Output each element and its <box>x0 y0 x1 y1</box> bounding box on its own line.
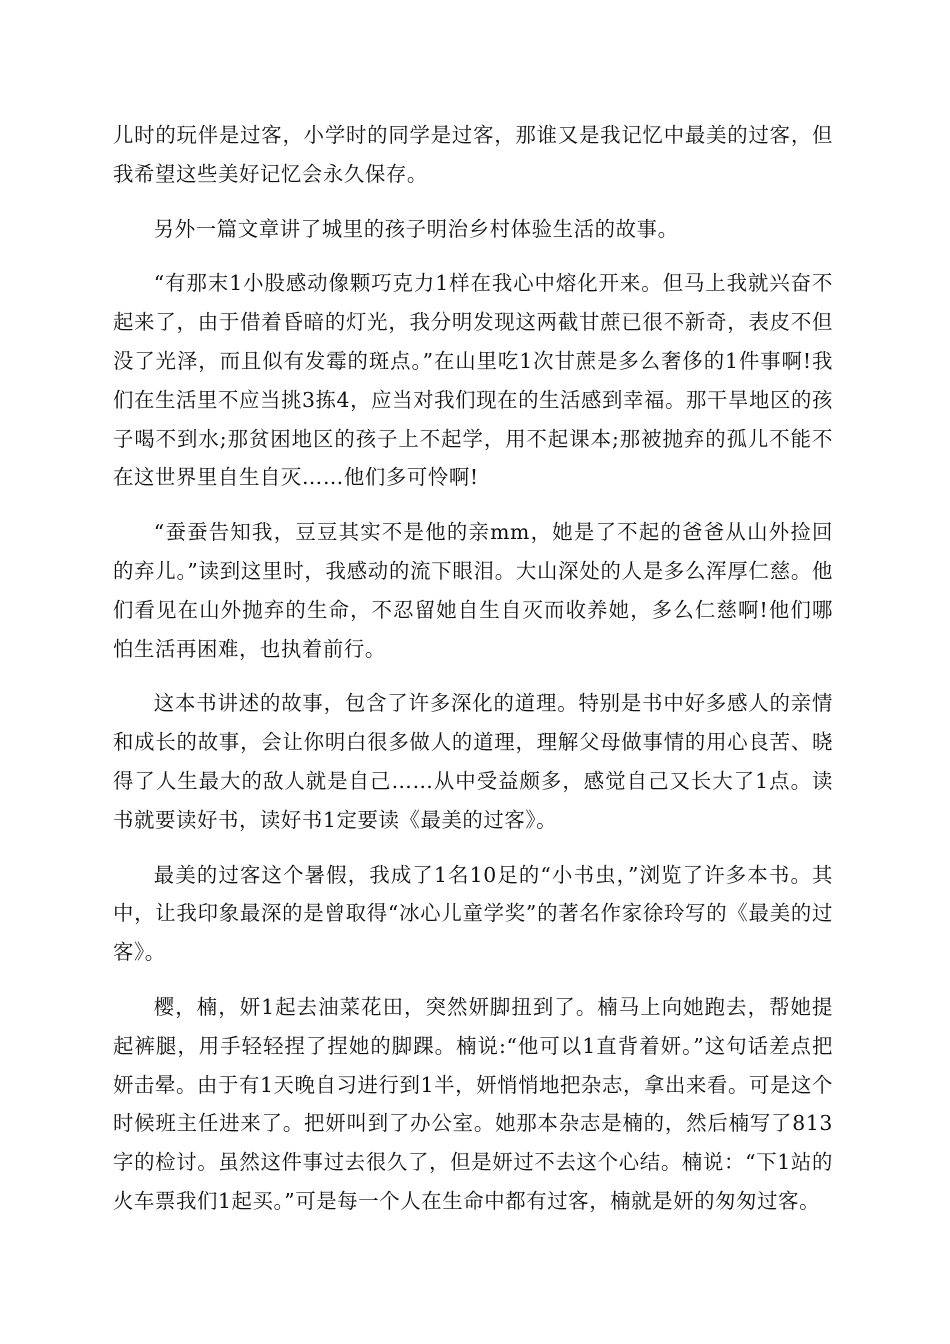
paragraph-5: 这本书讲述的故事，包含了许多深化的道理。特别是书中好多感人的亲情和成长的故事，会让你明白很多做人的道理，理解父母做事情的用心良苦、晓得了人生最大的敌人就是自己……从中受益颇多，感觉自己又长大了1点。读书就要读好书，读好书1定要读《最美的过客》。 <box>113 691 833 832</box>
document-body <box>113 116 833 1221</box>
paragraph-3: “有那末1小股感动像颗巧克力1样在我心中熔化开来。但马上我就兴奋不起来了，由于借着昏暗的灯光，我分明发现这两截甘蔗已很不新奇，表皮不但没了光泽，而且似有发霉的斑点。”在山里吃1次甘蔗是多么奢侈的1件事啊!我们在生活里不应当挑3拣4，应当对我们现在的生活感到幸福。那干旱地区的孩子喝不到水;那贫困地区的孩子上不起学，用不起课本;那被抛弃的孤儿不能不在这世界里自生自灭……他们多可怜啊! <box>113 271 833 490</box>
paragraph-6: 最美的过客这个暑假，我成了1名10足的“小书虫，”浏览了许多本书。其中，让我印象最深的是曾取得“冰心儿童学奖”的著名作家徐玲写的《最美的过客》。 <box>113 862 833 965</box>
paragraph-7: 樱，楠，妍1起去油菜花田，突然妍脚扭到了。楠马上向她跑去，帮她提起裤腿，用手轻轻捏了捏她的脚踝。楠说:“他可以1直背着妍。”这句话差点把妍击晕。由于有1天晚自习进行到1半，妍悄悄地把杂志，拿出来看。可是这个时候班主任进来了。把妍叫到了办公室。她那本杂志是楠的，然后楠写了813字的检讨。虽然这件事过去很久了，但是妍过不去这个心结。楠说：“下1站的火车票我们1起买。”可是每一个人在生命中都有过客，楠就是妍的匆匆过客。 <box>113 994 833 1213</box>
paragraph-1: 儿时的玩伴是过客，小学时的同学是过客，那谁又是我记忆中最美的过客，但我希望这些美好记忆会永久保存。 <box>113 123 833 186</box>
paragraph-4: “蚕蚕告知我，豆豆其实不是他的亲mm，她是了不起的爸爸从山外捡回的弃儿。”读到这里时，我感动的流下眼泪。大山深处的人是多么浑厚仁慈。他们看见在山外抛弃的生命，不忍留她自生自灭而收养她，多么仁慈啊!他们哪怕生活再困难，也执着前行。 <box>113 520 833 661</box>
paragraph-2: 另外一篇文章讲了城里的孩子明治乡村体验生活的故事。 <box>153 216 679 241</box>
